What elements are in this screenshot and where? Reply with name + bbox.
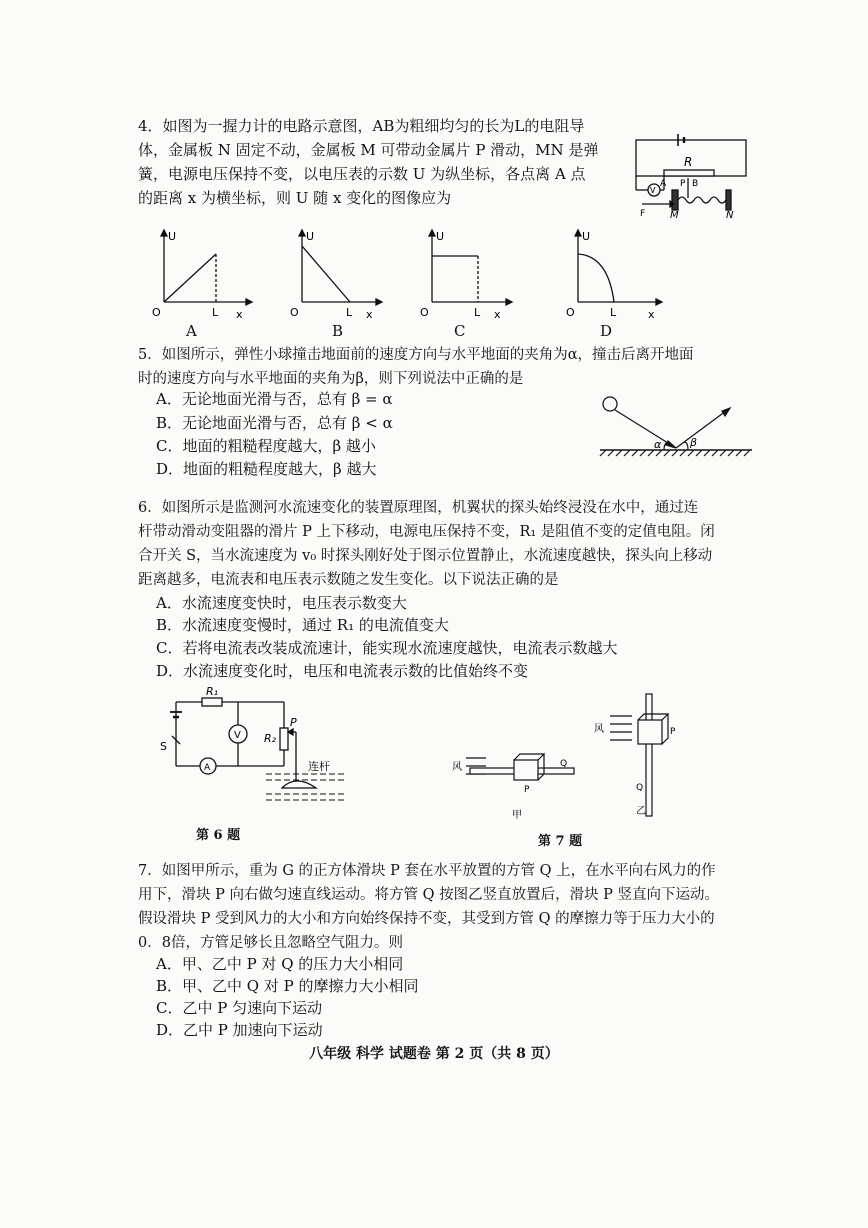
- label-b: B: [692, 179, 699, 189]
- q4-graph-a: [150, 226, 254, 320]
- q5-option-b[interactable]: B．无论地面光滑与否，总有 β < α: [156, 414, 393, 432]
- q7-text: [138, 859, 778, 955]
- axis-x-label: x: [236, 308, 243, 320]
- q-label: Q: [636, 783, 644, 793]
- plate-m: [672, 190, 678, 210]
- l-label: L: [346, 306, 353, 319]
- label-v: V: [650, 186, 656, 195]
- spring: [678, 197, 726, 203]
- axis-u-label: U: [582, 230, 591, 243]
- rod-label: 连杆: [308, 760, 330, 773]
- q4-line: 的距离 x 为横坐标，则 U 随 x 变化的图像应为: [138, 189, 452, 207]
- label-p: P: [680, 179, 686, 189]
- origin-label: O: [566, 306, 575, 319]
- slider-p: [514, 760, 538, 780]
- q6-line: 合开关 S，当水流速度为 v₀ 时探头刚好处于图示位置静止，水流速度越快，探头向上移动: [138, 548, 713, 564]
- wind-label: 风: [452, 762, 462, 773]
- q4-circuit-figure: [628, 128, 748, 220]
- q7-option-c[interactable]: C．乙中 P 匀速向下运动: [156, 999, 323, 1017]
- q6-caption: 第 6 题: [196, 828, 241, 843]
- q6-option-d[interactable]: D．水流速度变化时，电压和电流表示数的比值始终不变: [156, 662, 529, 680]
- p-label: P: [290, 716, 297, 729]
- l-label: L: [610, 306, 617, 319]
- r2-rheostat: [280, 728, 288, 750]
- s-label: S: [160, 740, 167, 753]
- q4-option-a[interactable]: A: [186, 322, 197, 340]
- axis-x-label: x: [366, 308, 373, 320]
- axis-u-label: U: [436, 230, 445, 243]
- q4-option-b[interactable]: B: [332, 322, 344, 340]
- slider-p: [638, 720, 662, 744]
- alpha-label: α: [654, 438, 662, 451]
- q4-graph-d: [564, 226, 668, 320]
- q5-option-c[interactable]: C．地面的粗糙程度越大，β 越小: [156, 437, 376, 455]
- ball-icon: [603, 397, 617, 411]
- origin-label: O: [152, 306, 161, 319]
- l-label: L: [212, 306, 219, 319]
- r1-resistor: [202, 698, 222, 706]
- page-footer: 八年级 科学 试题卷 第 2 页（共 8 页）: [309, 1046, 559, 1062]
- origin-label: O: [290, 306, 299, 319]
- resistor-ab: [664, 170, 714, 176]
- q7-line: 0．8倍，方管足够长且忽略空气阻力。则: [138, 935, 403, 951]
- q7-line: 假设滑块 P 受到风力的大小和方向始终保持不变，其受到方管 Q 的摩擦力等于压力大小的: [138, 911, 715, 927]
- q6-text: [138, 496, 778, 592]
- q7-line: 7．如图甲所示，重为 G 的正方体滑块 P 套在水平放置的方管 Q 上，在水平向右风力的作: [138, 863, 716, 879]
- yi-label: 乙: [636, 806, 646, 817]
- graph-b-line: [302, 246, 350, 302]
- p-label: P: [670, 727, 676, 737]
- q6-option-c[interactable]: C．若将电流表改装成流速计，能实现水流速度越快，电流表示数越大: [156, 639, 618, 657]
- q6-line: 6．如图所示是监测河水流速变化的装置原理图，机翼状的探头始终浸没在水中，通过连: [138, 500, 699, 516]
- tube-q: [646, 694, 652, 816]
- q7-caption: 第 7 题: [538, 834, 583, 849]
- plate-n: [726, 190, 731, 210]
- q6-circuit-figure: [156, 684, 356, 804]
- wing-probe: [282, 781, 316, 788]
- q7-option-b[interactable]: B．甲、乙中 Q 对 P 的摩擦力大小相同: [156, 977, 419, 995]
- axis-u-label: U: [306, 230, 315, 243]
- q5-option-a[interactable]: A．无论地面光滑与否，总有 β = α: [156, 390, 393, 408]
- origin-label: O: [420, 306, 429, 319]
- axis-u-label: U: [168, 230, 177, 243]
- label-a: A: [660, 179, 667, 189]
- q4-line: 4．如图为一握力计的电路示意图，AB为粗细均匀的长为L的电阻导: [138, 117, 585, 135]
- beta-label: β: [690, 436, 698, 449]
- q4-option-c[interactable]: C: [454, 322, 466, 340]
- graph-a-line: [164, 254, 216, 302]
- axis-x-label: x: [494, 308, 501, 320]
- v-label: V: [234, 730, 241, 741]
- jia-label: 甲: [512, 810, 522, 820]
- axis-x-label: x: [648, 308, 655, 320]
- q6-option-a[interactable]: A．水流速度变快时，电压表示数变大: [156, 594, 407, 612]
- q6-line: 距离越多，电流表和电压表示数随之发生变化。以下说法正确的是: [138, 572, 559, 588]
- q5-ball-figure: [596, 392, 756, 462]
- q5-option-d[interactable]: D．地面的粗糙程度越大，β 越大: [156, 460, 377, 478]
- q7-option-a[interactable]: A．甲、乙中 P 对 Q 的压力大小相同: [156, 955, 404, 973]
- q7-line: 用下，滑块 P 向右做匀速直线运动。将方管 Q 按图乙竖直放置后，滑块 P 竖直向下运动。: [138, 887, 720, 903]
- q7-figure-yi: [592, 690, 682, 820]
- q7-figure-jia: [450, 748, 580, 820]
- label-m: M: [670, 210, 679, 220]
- graph-d-curve: [578, 254, 614, 302]
- p-label: P: [524, 785, 530, 795]
- q-label: Q: [560, 759, 568, 769]
- q4-graph-c: [418, 226, 522, 320]
- q4-text: [138, 114, 628, 210]
- l-label: L: [474, 306, 481, 319]
- r1-label: R₁: [206, 685, 219, 698]
- label-n: N: [726, 210, 734, 220]
- q6-line: 杆带动滑动变阻器的滑片 P 上下移动，电源电压保持不变，R₁ 是阻值不变的定值电阻。闭: [138, 524, 715, 540]
- q4-graph-b: [288, 226, 392, 320]
- q5-line: 时的速度方向与水平地面的夹角为β，则下列说法中正确的是: [138, 371, 524, 387]
- r2-label: R₂: [264, 732, 277, 745]
- q5-text: [138, 343, 768, 391]
- a-label: A: [204, 763, 211, 773]
- q7-option-d[interactable]: D．乙中 P 加速向下运动: [156, 1021, 323, 1039]
- label-r: R: [684, 155, 693, 169]
- q4-option-d[interactable]: D: [600, 322, 613, 340]
- q4-line: 体，金属板 N 固定不动，金属板 M 可带动金属片 P 滑动，MN 是弹: [138, 141, 599, 159]
- label-f: F: [640, 209, 646, 219]
- q5-line: 5．如图所示，弹性小球撞击地面前的速度方向与水平地面的夹角为α，撞击后离开地面: [138, 347, 694, 363]
- q6-option-b[interactable]: B．水流速度变慢时，通过 R₁ 的电流值变大: [156, 616, 449, 634]
- q4-line: 簧，电源电压保持不变，以电压表的示数 U 为纵坐标，各点离 A 点: [138, 165, 586, 183]
- wind-label: 风: [594, 724, 604, 735]
